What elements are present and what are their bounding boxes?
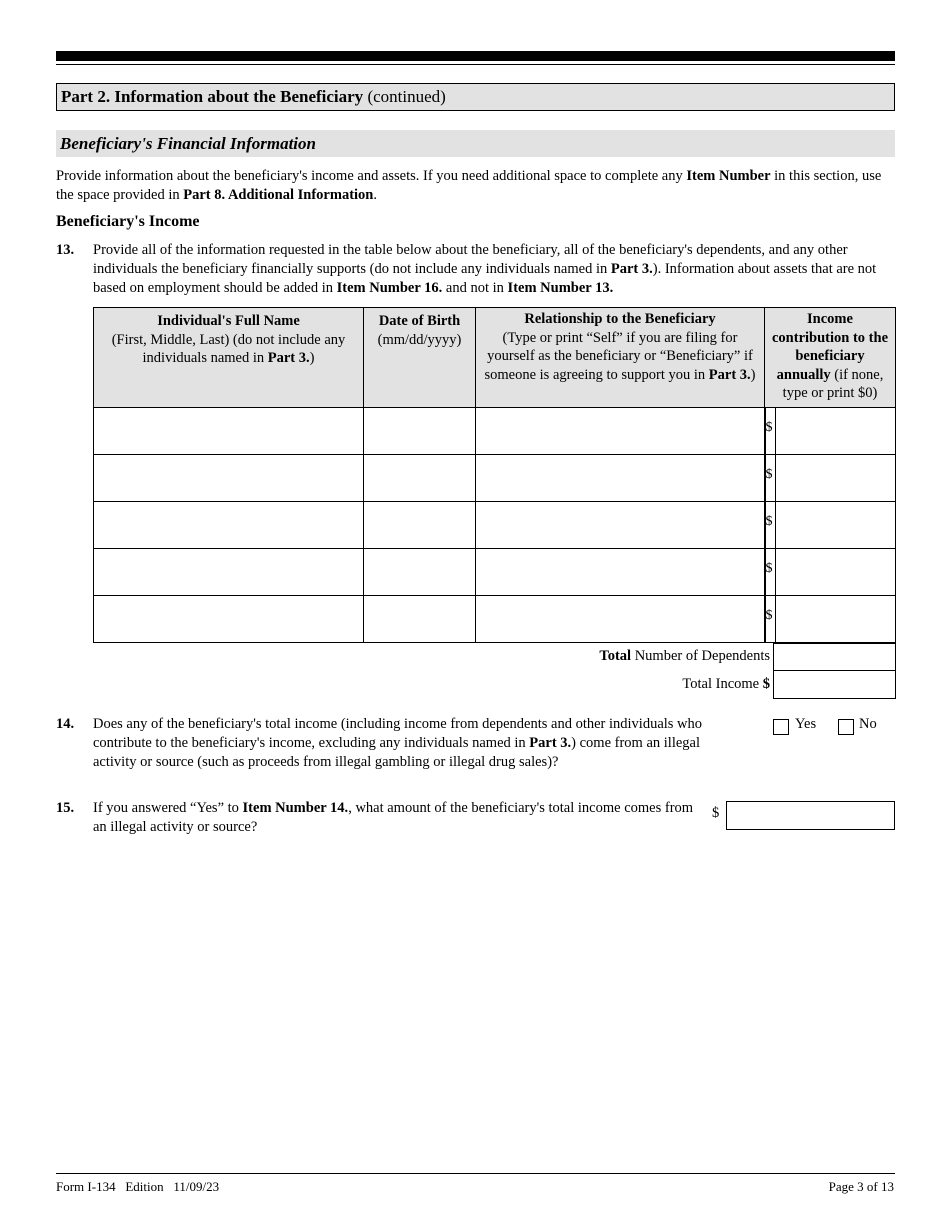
item-15-text-2: , what amount of the beneficiary's total income comes from an illegal activity or source? — [93, 800, 694, 835]
illegal-amount-dollar: $ — [712, 805, 720, 821]
col3-desc: (Type or print “Self” if you are filing for yourself as the beneficiary or “Beneficiary” if someone is agreeing to support you in — [484, 329, 753, 383]
col-header-full-name — [94, 308, 364, 408]
item-14-number: 14. — [56, 716, 75, 732]
name-cell[interactable] — [94, 595, 364, 642]
table-row — [94, 595, 896, 642]
item-13-bold-2: Item Number 16. — [336, 280, 443, 296]
item-15-bold-1: Item Number 14. — [242, 800, 349, 816]
dob-cell[interactable] — [364, 407, 476, 454]
item-15-text — [93, 799, 703, 837]
yes-label: Yes — [795, 716, 817, 732]
illegal-amount-field[interactable] — [726, 801, 895, 830]
col3-title: Relationship to the Beneficiary — [524, 311, 716, 327]
income-field[interactable] — [775, 595, 897, 643]
income-cell — [765, 595, 896, 642]
income-field[interactable] — [775, 454, 897, 502]
name-cell[interactable] — [94, 548, 364, 595]
income-cell — [765, 501, 896, 548]
name-cell[interactable] — [94, 454, 364, 501]
section-header — [56, 130, 895, 157]
income-dollar-sign: $ — [765, 419, 773, 435]
total-dependents-text: Number of Dependents — [631, 648, 770, 664]
intro-text-1: Provide information about the beneficiary's income and assets. If you need additional space to complete any — [56, 168, 687, 184]
relationship-cell[interactable] — [476, 501, 765, 548]
income-dollar-sign: $ — [765, 560, 773, 576]
item-13-text-1: Provide all of the information requested in the table below about the beneficiary, all of the beneficiary's dependents, and any other individuals the beneficiary financially supports (do not include any individuals named in — [93, 242, 848, 277]
no-checkbox[interactable] — [838, 719, 854, 735]
total-income-field[interactable] — [773, 670, 896, 699]
footer-form-edition: Form I-134 Edition 11/09/23 — [56, 1179, 220, 1194]
table-row — [94, 407, 896, 454]
col1-bold: Part 3. — [267, 350, 310, 366]
relationship-cell[interactable] — [476, 454, 765, 501]
col2-desc: (mm/dd/yyyy) — [377, 331, 462, 348]
intro-bold-1: Item Number — [686, 168, 771, 184]
income-field[interactable] — [775, 407, 897, 455]
name-cell[interactable] — [94, 501, 364, 548]
item-14-bold-1: Part 3. — [529, 735, 572, 751]
income-dollar-sign: $ — [765, 513, 773, 529]
income-field[interactable] — [775, 548, 897, 596]
col1-title: Individual's Full Name — [157, 313, 300, 329]
table-row — [94, 454, 896, 501]
income-cell — [765, 548, 896, 595]
item-14-text-2: ) come from an illegal activity or source (such as proceeds from illegal gambling or illegal drug sales)? — [93, 735, 701, 770]
intro-bold-2: Part 8. Additional Information — [183, 187, 374, 203]
section-title: Beneficiary's Financial Information — [60, 134, 316, 153]
total-bold: Total — [599, 648, 632, 664]
relationship-cell[interactable] — [476, 595, 765, 642]
income-dollar-sign: $ — [765, 466, 773, 482]
total-income-text: Total Income — [682, 676, 763, 692]
part-header — [56, 83, 895, 111]
top-rule-thick — [56, 51, 895, 61]
total-income-label — [682, 675, 770, 694]
dob-cell[interactable] — [364, 595, 476, 642]
no-label: No — [859, 716, 877, 732]
col1-desc: (First, Middle, Last) (do not include any individuals named in — [111, 331, 346, 366]
income-cell — [765, 454, 896, 501]
intro-text-3: . — [373, 187, 377, 203]
item-15-number: 15. — [56, 800, 75, 816]
yes-checkbox[interactable] — [773, 719, 789, 735]
col2-title: Date of Birth — [378, 313, 461, 329]
total-income-dollar: $ — [762, 676, 770, 692]
item-13-text-3: and not in — [442, 280, 508, 296]
relationship-cell[interactable] — [476, 548, 765, 595]
income-heading: Beneficiary's Income — [56, 213, 200, 230]
col3-bold: Part 3. — [708, 366, 751, 383]
income-cell — [765, 407, 896, 454]
total-dependents-label — [599, 647, 770, 666]
col-header-dob — [364, 308, 476, 408]
col4-desc: (if none, type or print $0) — [782, 366, 884, 401]
col-header-income — [765, 308, 896, 408]
col4-title: Income contribution to the beneficiary annually — [772, 311, 888, 383]
item-14-text — [93, 715, 713, 772]
income-dollar-sign: $ — [765, 607, 773, 623]
table-row — [94, 548, 896, 595]
col1-desc-end: ) — [309, 350, 315, 366]
total-dependents-field[interactable] — [773, 643, 896, 671]
item-13-number: 13. — [56, 242, 75, 258]
name-cell[interactable] — [94, 407, 364, 454]
item-13-text — [93, 241, 893, 298]
relationship-cell[interactable] — [476, 407, 765, 454]
item-15-text-1: If you answered “Yes” to — [93, 800, 243, 816]
item-13-bold-1: Part 3. — [610, 261, 653, 277]
item-14-text-1: Does any of the beneficiary's total income (including income from dependents and other individuals who contribute to the beneficiary's income, excluding any individuals named in — [93, 716, 703, 751]
intro-paragraph — [56, 167, 896, 205]
item-13-bold-3: Item Number 13. — [507, 280, 614, 296]
intro-text-2: in this section, use the space provided in — [56, 168, 882, 203]
table-row — [94, 501, 896, 548]
dependents-table — [93, 307, 896, 643]
dob-cell[interactable] — [364, 454, 476, 501]
item-13-text-2: ). Information about assets that are not based on employment should be added in — [93, 261, 877, 296]
income-field[interactable] — [775, 501, 897, 549]
footer-page-number: Page 3 of 13 — [828, 1179, 894, 1194]
part-title: Part 2. Information about the Beneficiary — [61, 87, 364, 106]
top-rule-thin — [56, 64, 895, 65]
dob-cell[interactable] — [364, 548, 476, 595]
footer-rule — [56, 1173, 895, 1174]
table-header-row — [94, 308, 896, 408]
col3-desc-end: ) — [750, 366, 756, 383]
col-header-relationship — [476, 308, 765, 408]
dob-cell[interactable] — [364, 501, 476, 548]
part-title-continued: (continued) — [363, 87, 446, 106]
